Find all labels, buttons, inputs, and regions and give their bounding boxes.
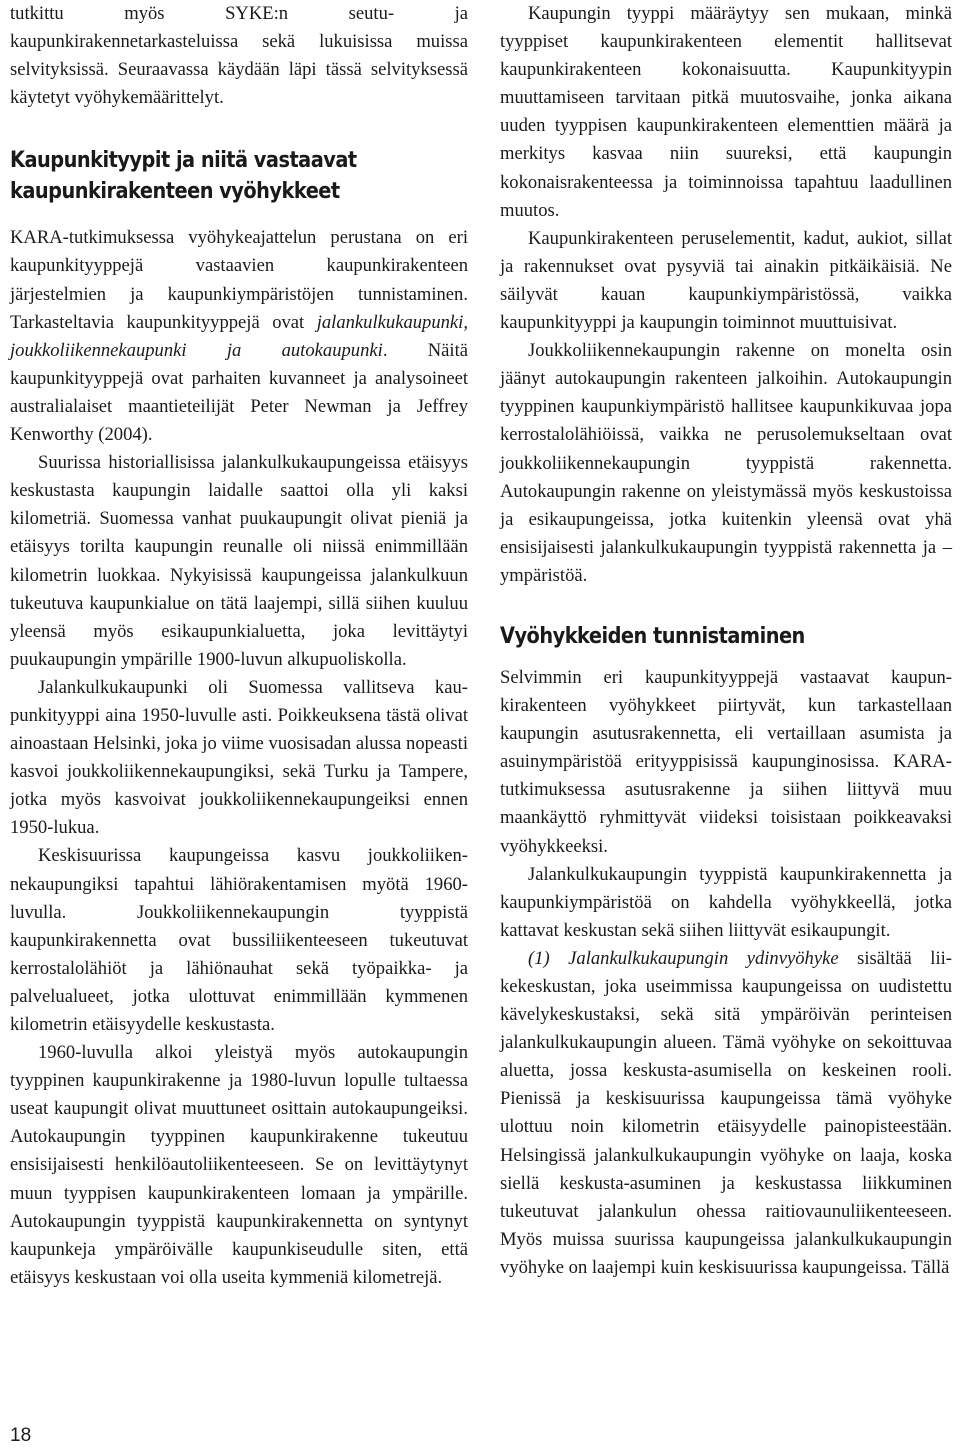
italic-term: jalankulkukaupunki, joukkoliikennekaupunki ja autokaupunki <box>10 311 468 361</box>
paragraph: Selvimmin eri kaupunkityyppejä vastaavat kaupunkirakenteen vyöhykkeet piirtyvät, kun tarkastellaan kaupungin asutusrakennetta, eli vertaillaan asumista ja asuinympäristöä erityyppisissä kaupunginosissa. KARA-tutkimuksessa asutusrakenne ja siihen liittyvä muu maankäyttö ryhmittyvät viideksi toisistaan poikkeavaksi vyöhykkeeksi. <box>500 666 952 857</box>
section-heading: Vyöhykkeiden tunnistaminen <box>500 622 805 649</box>
section-heading <box>10 145 404 207</box>
page-number: 18 <box>10 1425 32 1446</box>
paragraph: Jalankulkukaupungin tyyppistä kaupunkirakennetta ja kaupunkiympäristöä on kahdella vyöhykkeellä, jotka kattavat keskustan sekä siihen liittyvät esikaupungit. <box>500 863 952 941</box>
paragraph: 1960-luvulla alkoi yleistyä myös autokaupungin tyyppinen kaupunkirakenne ja 1980-luvun lopulle tultaessa useat kaupungit olivat muuttuneet osittain autokaupungeiksi. Autokaupungin tyyppinen kaupunkirakenne tukeutuu ensisijaisesti henkilöautoliikenteeseen. Se on levittäytynyt muun tyyppisen kaupunkirakenteen lomaan ja ympärille. Autokaupungin tyyppistä kaupunkirakennetta on syntynyt kaupunkeja ympäröivälle kaupunkiseudulle siten, että etäisyys keskustaan voi olla useita kymmeniä kilometrejä. <box>10 1042 468 1288</box>
paragraph: Joukkoliikennekaupungin rakenne on monelta osin jäänyt autokaupungin rakenteen jalkoihin. Autokaupungin tyyppinen kaupunkiympäristö hallitsee kaupunkikuvaa jopa kerrostalolähiöissä, vaikka ne perusolemukseltaan ovat joukkoliikennekaupungin tyyppistä rakennetta. Autokaupungin rakenne on yleistymässä myös keskustoissa ja esikaupungeissa, jotka kuitenkin yleensä ovat yhä ensisijaisesti jalankulkukaupungin tyyppistä rakennetta ja –ympäristöä. <box>500 340 952 586</box>
italic-term: (1) Jalankulkukaupungin ydinvyöhyke <box>528 947 839 969</box>
paragraph: Jalankulkukaupunki oli Suomessa vallitseva kaupunkityyppi aina 1950-luvulle asti. Poikkeuksena tästä olivat ainoastaan Helsinki, joka jo viime vuosisadan alussa nopeasti kasvoi joukkoliikennekaupungiksi, sekä Turku ja Tampere, jotka myös kasvoivat joukkoliikennekaupungeiksi ennen 1950-lukua. <box>10 676 468 839</box>
right-column <box>500 0 952 1282</box>
paragraph: tutkittu myös SYKE:n seutu- ja kaupunkirakennetarkasteluissa sekä lukuisissa muissa selvityksissä. Seuraavassa käydään läpi tässä selvityksessä käytetyt vyöhykemäärittelyt. <box>10 3 468 109</box>
text-run: sisältää liikekeskustan, joka useimmissa kaupungeissa on uudistettu kävelykeskustaksi, sekä sitä ympäröivän perinteisen jalankulkukaupungin alueen. Tämä vyöhyke on sekoittuvaa aluetta, jossa keskusta-asumisella on keskeinen rooli. Pienissä ja keskisuurissa kaupungeissa tämä vyöhyke ulottuu noin kilometrin etäisyydelle painopisteestään. Helsingissä jalankulkukaupungin vyöhyke on laaja, koska siellä keskusta-asuminen ja keskustassa liikkuminen tukeutuvat jalankulun ohessa raitiovaunuliikenteeseen. Myös muissa suurissa kaupungeissa jalankulkukaupungin vyöhyke on laajempi kuin keskisuurissa kaupungeissa. Tällä <box>500 947 952 1278</box>
section-heading-line: Kaupunkityypit ja niitä vastaavat <box>10 147 357 174</box>
paragraph: Keskisuurissa kaupungeissa kasvu joukkoliikennekaupungiksi tapahtui lähiörakentamisen myötä 1960-luvulla. Joukkoliikennekaupungin tyyppistä kaupunkirakennetta ovat bussiliikenteeseen tukeutuvat kerrostalolähiöt ja lähiönauhat sekä työpaikka- ja palvelualueet, jotka ulottuvat enimmillään kymmenen kilometrin etäisyydelle keskustasta. <box>10 845 468 1035</box>
paragraph: Kaupungin tyyppi määräytyy sen mukaan, minkä tyyppiset kaupunkirakenteen elementit hallitsevat kaupunkirakenteen kokonaisuutta. Kaupunkityypin muuttamiseen tarvitaan pitkä muutosvaihe, jonka aikana uuden tyyppisen kaupunkirakenteen elementtien määrä ja merkitys kasvaa niin suureksi, että kaupungin kokonaisrakenteessa ja toiminnoissa tapahtuu laadullinen muutos. <box>500 3 952 221</box>
text-run: . Näitä kaupunkityyppejä ovat parhaiten kuvanneet ja analysoineet australialaiset maantieteilijät Peter Newman ja Jeffrey Kenworthy (2004). <box>10 339 469 446</box>
text-run: KARA-tutkimuksessa vyöhykeajattelun perustana on eri kaupunkityyppejä vastaavien kaupunkirakenteen järjestelmien ja kaupunkiympäristöjen tunnistaminen. Tarkasteltavia kaupunkityyppejä ovat <box>10 227 468 333</box>
section-heading-line: kaupunkirakenteen vyöhykkeet <box>10 178 340 205</box>
paragraph: Suurissa historiallisissa jalankulkukaupungeissa etäisyys keskustasta kaupungin laidalle saattoi olla yli kaksi kilometriä. Suomessa vanhat puukaupungit olivat pieniä ja etäisyys torilta kaupungin reunalle oli niissä enimmillään kilometrin luokkaa. Nykyisissä kaupungeissa jalankulkuun tukeutuva kaupunkialue on tätä laajempi, sillä siihen kuuluu yleensä myös esikaupunkialuetta, joka levittäytyi puukaupungin ympärille 1900-luvun alkupuoliskolla. <box>10 452 468 670</box>
left-column <box>10 0 468 1292</box>
paragraph <box>10 224 468 449</box>
paragraph: Kaupunkirakenteen peruselementit, kadut, aukiot, sillat ja rakennukset ovat pysyviä tai ainakin pitkäikäisiä. Ne säilyvät kauan kaupunkiympäristössä, vaikka kaupunkityyppi ja kaupungin toiminnot muuttuisivat. <box>500 227 952 334</box>
paragraph <box>500 945 952 1282</box>
